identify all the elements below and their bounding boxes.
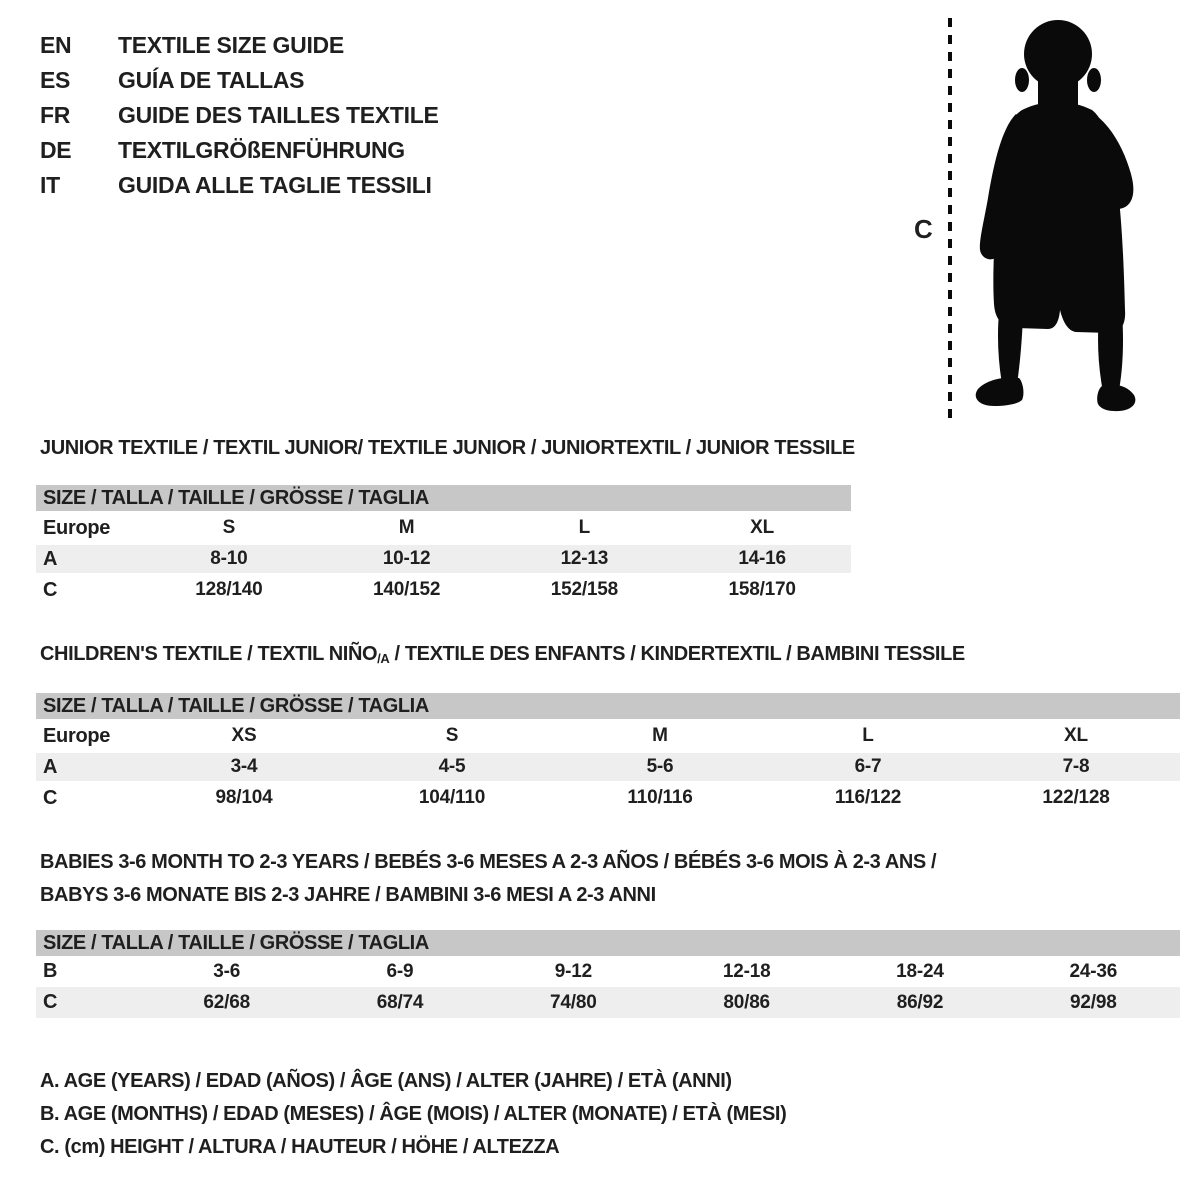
size-cell: M	[652, 725, 668, 746]
legend-line-a: A. AGE (YEARS) / EDAD (AÑOS) / ÂGE (ANS) / ALTER (JAHRE) / ETÀ (ANNI)	[40, 1070, 732, 1092]
height-cell: 152/158	[550, 579, 619, 600]
height-measure-line	[946, 16, 954, 420]
size-cell: M	[398, 517, 415, 538]
lang-row-it	[40, 168, 439, 203]
legend-line-c: C. (cm) HEIGHT / ALTURA / HAUTEUR / HÖHE / ALTEZZA	[40, 1136, 560, 1158]
age-cell: 6-7	[854, 756, 882, 777]
row-label: A	[43, 755, 58, 778]
table-row-height	[36, 781, 1180, 815]
lang-row-es	[40, 63, 439, 98]
age-cell: 7-8	[1062, 756, 1090, 777]
table-row-months	[36, 956, 1180, 987]
height-cell: 92/98	[1070, 991, 1117, 1013]
height-cell: 116/122	[834, 787, 902, 808]
row-label: Europe	[43, 516, 111, 539]
lang-row-en	[40, 28, 439, 63]
babies-size-table	[36, 930, 1180, 1018]
size-cell: XS	[231, 725, 257, 746]
height-measure-label: C	[914, 214, 933, 244]
height-cell: 110/116	[627, 787, 693, 808]
height-cell: 122/128	[1042, 787, 1110, 808]
size-cell: S	[222, 517, 236, 538]
children-size-table	[36, 693, 1180, 815]
age-cell: 3-6	[213, 960, 241, 982]
age-cell: 3-4	[230, 756, 258, 777]
height-cell: 104/110	[418, 787, 486, 808]
age-cell: 9-12	[554, 960, 592, 982]
children-title-pre: CHILDREN'S TEXTILE / TEXTIL NIÑO	[40, 643, 378, 665]
age-cell: 5-6	[646, 756, 674, 777]
babies-section-title-line1: BABIES 3-6 MONTH TO 2-3 YEARS / BEBÉS 3-6 MESES A 2-3 AÑOS / BÉBÉS 3-6 MOIS À 2-3 ANS /	[40, 851, 937, 873]
size-cell: L	[578, 517, 591, 538]
height-cell: 74/80	[550, 991, 597, 1013]
row-label: C	[43, 991, 58, 1013]
lang-title: GUÍA DE TALLAS	[118, 67, 305, 93]
age-cell: 4-5	[438, 756, 466, 777]
table-row-age	[36, 545, 851, 573]
lang-title: TEXTILGRÖßENFÜHRUNG	[118, 137, 405, 163]
height-cell: 68/74	[376, 991, 424, 1013]
table-row-age	[36, 753, 1180, 781]
junior-size-table	[36, 485, 851, 607]
row-label: Europe	[43, 724, 111, 747]
table-row-europe	[36, 719, 1180, 753]
children-title-post: / TEXTILE DES ENFANTS / KINDERTEXTIL / BAMBINI TESSILE	[389, 643, 965, 665]
row-label: C	[43, 786, 58, 809]
age-cell: 18-24	[896, 960, 944, 982]
footnote-legend	[40, 1071, 786, 1170]
size-cell: XL	[1064, 725, 1088, 746]
children-section-title	[40, 642, 965, 671]
age-cell: 14-16	[738, 548, 786, 569]
size-table-header	[36, 693, 1180, 719]
table-row-height	[36, 573, 851, 607]
height-cell: 128/140	[195, 579, 263, 600]
row-label: B	[43, 960, 58, 982]
size-header-label: SIZE / TALLA / TAILLE / GRÖSSE / TAGLIA	[43, 486, 429, 509]
row-label: C	[43, 578, 58, 601]
age-cell: 24-36	[1069, 960, 1118, 982]
age-cell: 12-18	[722, 960, 771, 982]
row-label: A	[43, 547, 58, 570]
size-cell: L	[862, 725, 874, 746]
lang-title: GUIDE DES TAILLES TEXTILE	[118, 102, 439, 128]
height-cell: 86/92	[896, 991, 944, 1013]
table-row-europe	[36, 511, 851, 545]
age-cell: 12-13	[560, 548, 609, 569]
babies-section-title-line2: BABYS 3-6 MONATE BIS 2-3 JAHRE / BAMBINI 3-6 MESI A 2-3 ANNI	[40, 884, 656, 906]
toddler-silhouette-icon	[962, 14, 1152, 424]
age-cell: 6-9	[386, 960, 414, 982]
lang-code: ES	[40, 67, 71, 93]
size-table-header	[36, 930, 1180, 956]
size-table-header	[36, 485, 851, 511]
size-cell: S	[445, 725, 459, 746]
height-cell: 158/170	[728, 579, 796, 600]
children-title-subscript: /A	[377, 651, 390, 666]
lang-code: IT	[40, 172, 60, 198]
lang-code: EN	[40, 32, 72, 58]
lang-title: TEXTILE SIZE GUIDE	[118, 32, 344, 58]
height-cell: 80/86	[723, 991, 770, 1013]
age-cell: 8-10	[210, 548, 248, 569]
size-header-label: SIZE / TALLA / TAILLE / GRÖSSE / TAGLIA	[43, 694, 429, 717]
size-header-label: SIZE / TALLA / TAILLE / GRÖSSE / TAGLIA	[43, 931, 429, 954]
junior-section-title: JUNIOR TEXTILE / TEXTIL JUNIOR/ TEXTILE JUNIOR / JUNIORTEXTIL / JUNIOR TESSILE	[40, 437, 855, 459]
height-cell: 140/152	[372, 579, 441, 600]
table-row-height	[36, 987, 1180, 1018]
lang-row-de	[40, 133, 439, 168]
size-cell: XL	[750, 517, 775, 538]
lang-title: GUIDA ALLE TAGLIE TESSILI	[118, 172, 432, 198]
language-legend	[40, 28, 439, 203]
lang-code: DE	[40, 137, 72, 163]
legend-line-b: B. AGE (MONTHS) / EDAD (MESES) / ÂGE (MOIS) / ALTER (MONATE) / ETÀ (MESI)	[40, 1103, 787, 1125]
lang-row-fr	[40, 98, 439, 133]
height-cell: 98/104	[215, 787, 273, 808]
height-cell: 62/68	[203, 991, 250, 1013]
age-cell: 10-12	[382, 548, 431, 569]
lang-code: FR	[40, 102, 71, 128]
